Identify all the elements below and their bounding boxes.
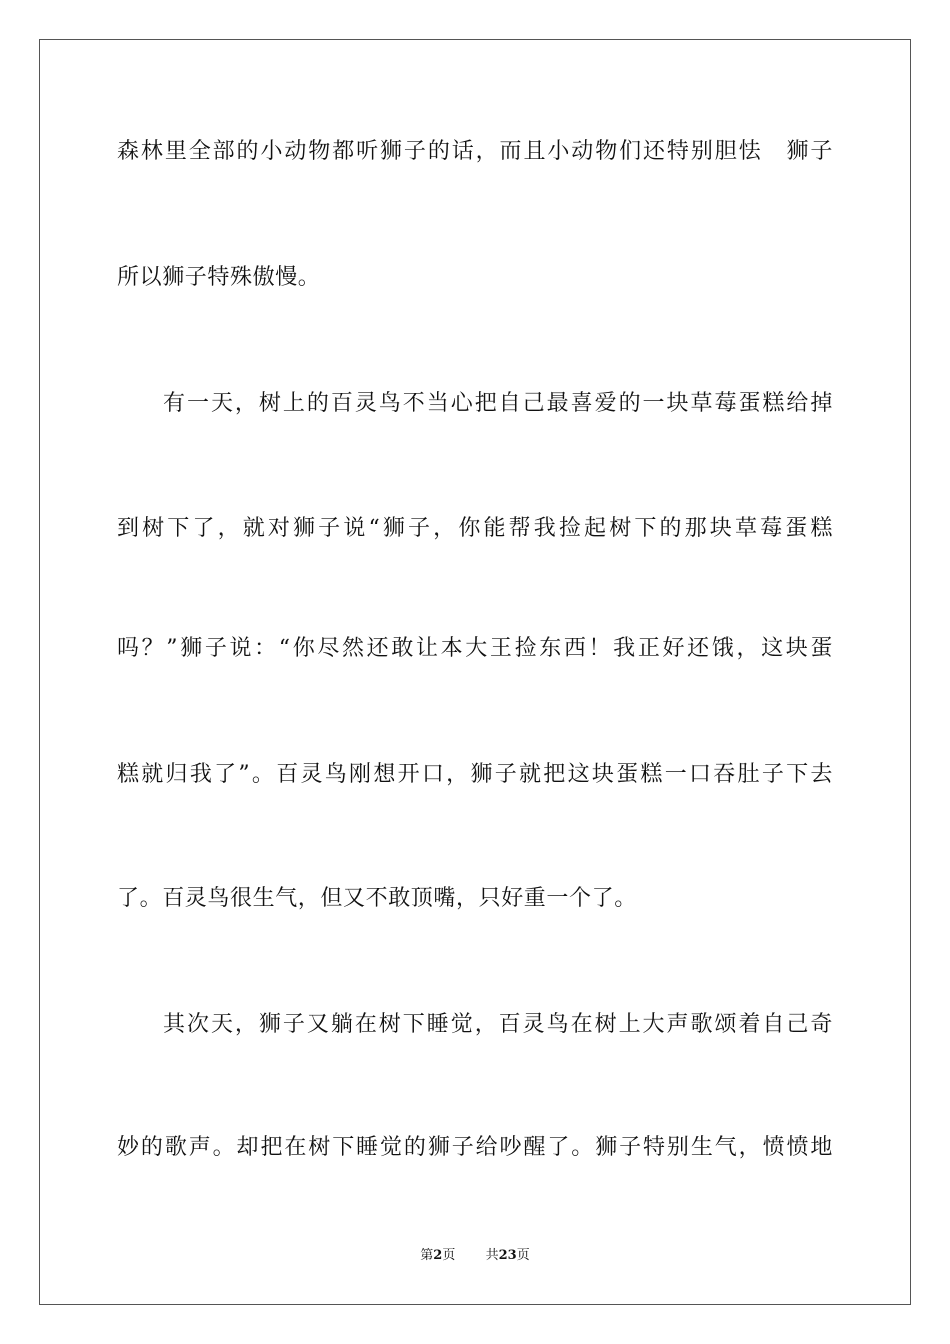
text-line: 到树下了，就对狮子说“狮子，你能帮我捡起树下的那块草莓蛋糕 (117, 516, 833, 541)
text-line: 有一天，树上的百灵鸟不当心把自己最喜爱的一块草莓蛋糕给掉 (163, 391, 833, 416)
page-label (420, 1248, 459, 1263)
total-suffix: 页 (516, 1248, 530, 1263)
page-prefix: 第 (420, 1248, 434, 1263)
text-line: 了。百灵鸟很生气，但又不敢顶嘴，只好重一个了。 (117, 886, 637, 911)
total-prefix: 共 (485, 1248, 499, 1263)
page-number: 2 (433, 1248, 443, 1263)
page-suffix: 页 (442, 1248, 456, 1263)
text-line: 其次天，狮子又躺在树下睡觉，百灵鸟在树上大声歌颂着自己奇 (163, 1012, 833, 1037)
text-line: 糕就归我了”。百灵鸟刚想开口，狮子就把这块蛋糕一口吞肚子下去 (117, 762, 833, 787)
text-line: 妙的歌声。却把在树下睡觉的狮子给吵醒了。狮子特别生气，愤愤地 (117, 1135, 833, 1160)
text-line: 森林里全部的小动物都听狮子的话，而且小动物们还特别胆怯 狮子 (117, 139, 833, 164)
page-footer (0, 1246, 950, 1266)
total-pages-label (486, 1248, 530, 1263)
text-line: 吗？”狮子说：“你尽然还敢让本大王捡东西！我正好还饿，这块蛋 (117, 636, 833, 661)
total-pages: 23 (498, 1248, 517, 1263)
page-border (39, 39, 911, 1305)
text-line: 所以狮子特殊傲慢。 (117, 265, 321, 290)
